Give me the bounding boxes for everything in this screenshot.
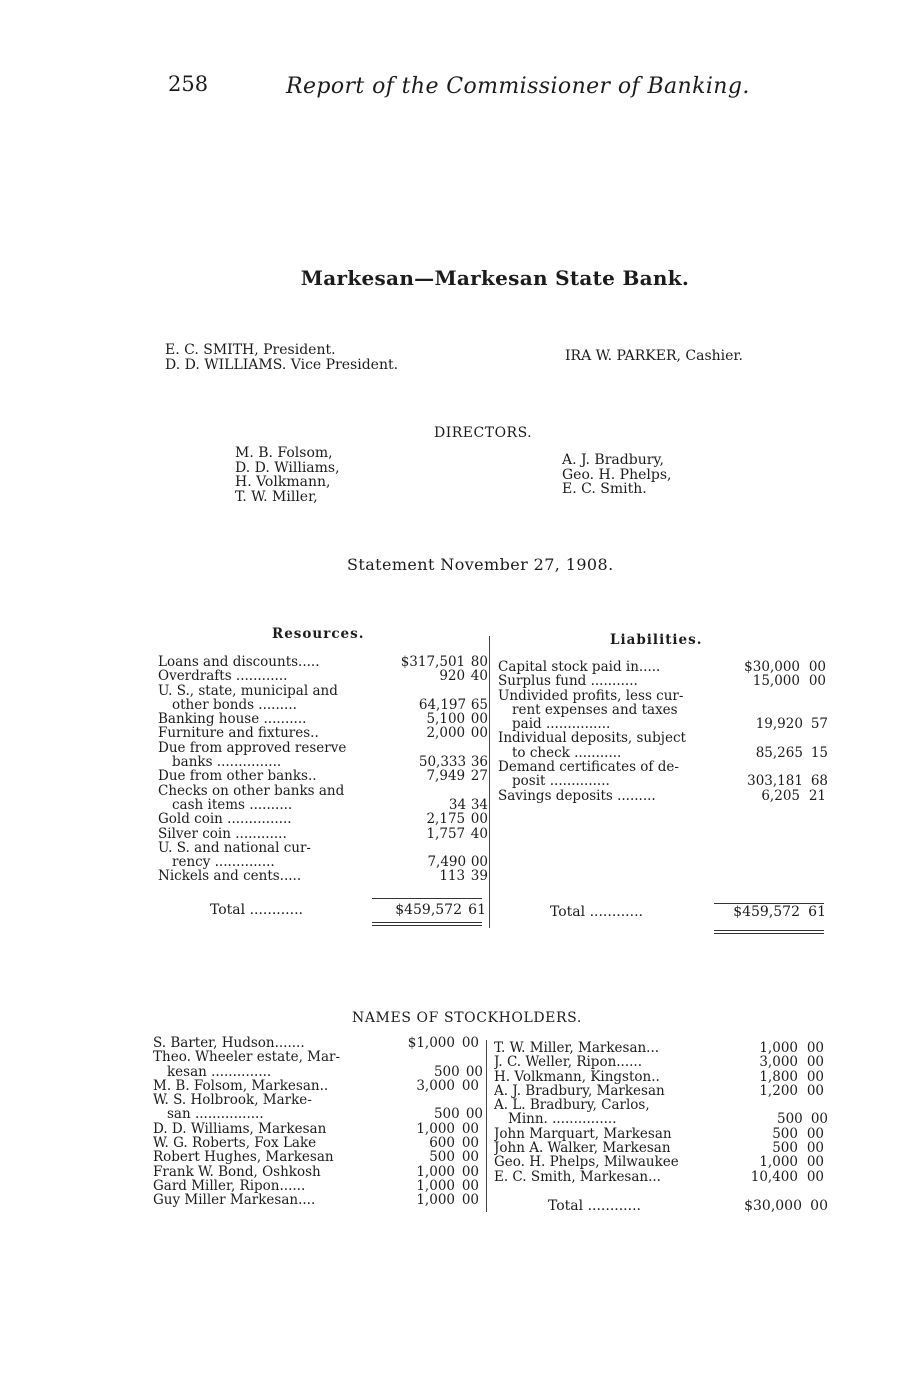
row-label: John Marquart, Markesan — [494, 1126, 672, 1142]
row-label: A. J. Bradbury, Markesan — [494, 1083, 665, 1099]
row-label: rency .............. — [172, 855, 275, 870]
row-label: E. C. Smith, Markesan... — [494, 1169, 661, 1184]
ledger-row — [158, 855, 488, 869]
row-label: Silver coin ............ — [158, 826, 287, 841]
row-cents: 00 — [461, 1163, 479, 1180]
row-label: Gold coin ............... — [158, 812, 292, 827]
row-label: Theo. Wheeler estate, Mar- — [153, 1050, 341, 1065]
bank-title: Markesan—Markesan State Bank. — [300, 266, 690, 290]
ledger-row — [158, 869, 488, 883]
ledger-row — [158, 769, 488, 783]
resources-heading: Resources. — [272, 626, 365, 642]
row-cents: 00 — [461, 1135, 479, 1152]
row-dollars: 920 — [439, 668, 466, 685]
resources-double-rule — [372, 922, 482, 923]
row-dollars: 1,000 — [759, 1040, 798, 1056]
ledger-row — [498, 717, 828, 731]
row-cents: 40 — [470, 668, 488, 685]
ledger-row — [153, 1193, 483, 1207]
row-cents: 00 — [806, 1125, 824, 1142]
stockholders-divider — [486, 1040, 487, 1212]
row-dollars: 1,000 — [759, 1154, 798, 1171]
ledger-row — [153, 1107, 483, 1121]
officer-cashier: IRA W. PARKER, Cashier. — [565, 348, 744, 364]
row-label: Due from other banks.. — [158, 769, 317, 784]
directors-heading: DIRECTORS. — [434, 425, 533, 441]
row-label: Banking house .......... — [158, 712, 307, 727]
row-label: J. C. Weller, Ripon...... — [494, 1055, 643, 1070]
ledger-row — [494, 1041, 828, 1055]
ledger-row — [153, 1050, 483, 1064]
liabilities-table — [498, 660, 828, 803]
stockholders-heading: NAMES OF STOCKHOLDERS. — [352, 1010, 582, 1026]
row-cents: 00 — [470, 854, 488, 871]
ledger-row — [494, 1084, 828, 1098]
ledger-row — [498, 731, 828, 745]
row-cents: 00 — [470, 725, 488, 742]
ledger-row — [153, 1150, 483, 1164]
row-dollars: 500 — [777, 1111, 803, 1128]
row-dollars: 1,000 — [416, 1163, 455, 1180]
row-cents: 21 — [808, 787, 826, 804]
ledger-row — [153, 1093, 483, 1107]
row-label: U. S., state, municipal and — [158, 683, 338, 698]
ledger-row — [158, 827, 488, 841]
ledger-row — [498, 774, 828, 788]
row-label: cash items .......... — [172, 797, 293, 813]
row-label: Minn. ............... — [508, 1112, 617, 1127]
row-cents: 00 — [470, 811, 488, 828]
row-cents: 00 — [461, 1077, 479, 1094]
liabilities-double-rule — [714, 930, 824, 931]
row-label: M. B. Folsom, Markesan.. — [153, 1078, 329, 1094]
row-cents: 00 — [806, 1082, 824, 1099]
running-title: Report of the Commissioner of Banking. — [286, 74, 750, 99]
ledger-row — [153, 1065, 483, 1079]
ledger-row — [494, 1127, 828, 1141]
director-name: Geo. H. Phelps, — [562, 466, 672, 483]
row-cents: 36 — [470, 754, 488, 771]
row-label: A. L. Bradbury, Carlos, — [494, 1098, 650, 1113]
row-dollars: 19,920 — [755, 716, 803, 733]
row-label: Gard Miller, Ripon...... — [153, 1178, 306, 1194]
row-label: D. D. Williams, Markesan — [153, 1121, 327, 1137]
row-cents: 00 — [808, 673, 826, 690]
director-name: E. C. Smith. — [562, 481, 647, 497]
ledger-row — [498, 760, 828, 774]
row-dollars: 34 — [448, 796, 467, 813]
row-label: John A. Walker, Markesan — [494, 1141, 671, 1156]
row-label: san ................ — [167, 1107, 264, 1122]
ledger-row — [158, 726, 488, 740]
row-label: Checks on other banks and — [158, 783, 345, 798]
row-dollars: 500 — [772, 1140, 798, 1157]
row-cents: 27 — [470, 768, 488, 785]
ledger-row — [158, 812, 488, 826]
resources-table — [158, 655, 488, 884]
row-cents: 57 — [810, 716, 828, 733]
resources-double-rule — [372, 925, 482, 926]
row-dollars: 3,000 — [759, 1054, 798, 1071]
row-dollars: 15,000 — [752, 673, 800, 690]
liabilities-heading: Liabilities. — [610, 632, 703, 648]
row-dollars: 7,490 — [427, 854, 467, 871]
ledger-row — [158, 755, 488, 769]
ledger-row — [498, 660, 828, 674]
row-label: posit .............. — [512, 774, 610, 789]
row-dollars: 2,175 — [426, 811, 466, 828]
row-cents: 00 — [810, 1111, 828, 1128]
total-label: Total ............ — [210, 903, 303, 918]
row-label: Loans and discounts..... — [158, 655, 320, 670]
row-cents: 00 — [461, 1177, 479, 1194]
row-cents: 00 — [806, 1040, 824, 1056]
row-cents: 00 — [806, 1054, 824, 1071]
row-label: H. Volkmann, Kingston.. — [494, 1069, 660, 1084]
row-cents: 00 — [808, 659, 826, 675]
ledger-row — [153, 1165, 483, 1179]
row-label: Due from approved reserve — [158, 740, 347, 756]
director-name: M. B. Folsom, — [235, 445, 333, 461]
row-label: Nickels and cents..... — [158, 869, 302, 884]
row-dollars: 1,757 — [426, 825, 466, 842]
row-dollars: 2,000 — [426, 725, 466, 742]
ledger-row — [153, 1122, 483, 1136]
row-dollars: 1,000 — [416, 1177, 455, 1194]
row-dollars: 64,197 — [418, 696, 467, 713]
ledger-row — [494, 1055, 828, 1069]
row-label: to check ........... — [512, 745, 622, 761]
officer-vice-president: D. D. WILLIAMS. Vice President. — [165, 357, 399, 373]
row-dollars: 500 — [433, 1106, 460, 1123]
row-dollars: 7,949 — [426, 768, 466, 785]
ledger-row — [498, 689, 828, 703]
ledger-row — [498, 674, 828, 688]
row-label: other bonds ......... — [172, 697, 297, 713]
directors-right — [562, 453, 671, 497]
total-cents: 61 — [808, 904, 826, 920]
row-dollars: 600 — [429, 1135, 455, 1152]
ledger-row — [153, 1036, 483, 1050]
row-cents: 00 — [461, 1192, 479, 1209]
row-dollars: 303,181 — [747, 773, 803, 790]
total-dollars: $459,572 — [395, 902, 462, 918]
row-label: rent expenses and taxes — [512, 702, 678, 718]
ledger-row — [153, 1079, 483, 1093]
row-label: U. S. and national cur- — [158, 840, 311, 856]
ledger-row — [498, 746, 828, 760]
row-cents: 00 — [461, 1120, 479, 1137]
row-label: Furniture and fixtures.. — [158, 726, 319, 741]
liabilities-double-rule — [714, 933, 824, 934]
ledger-row — [158, 669, 488, 683]
row-cents: 34 — [470, 796, 488, 813]
stockholders-total-row — [548, 1199, 828, 1213]
row-dollars: 1,200 — [759, 1082, 798, 1099]
row-cents: 00 — [461, 1035, 479, 1051]
row-label: Undivided profits, less cur- — [498, 688, 684, 703]
row-cents: 80 — [470, 654, 488, 670]
row-cents: 65 — [470, 696, 488, 713]
row-dollars: 1,800 — [759, 1068, 798, 1085]
director-name: A. J. Bradbury, — [562, 452, 664, 468]
row-dollars: 500 — [429, 1149, 455, 1166]
row-dollars: $30,000 — [744, 659, 800, 675]
row-label: Geo. H. Phelps, Milwaukee — [494, 1155, 679, 1170]
officers-left — [165, 343, 398, 373]
row-cents: 00 — [806, 1154, 824, 1171]
row-label: kesan .............. — [167, 1064, 272, 1079]
ledger-row — [498, 703, 828, 717]
row-label: T. W. Miller, Markesan... — [494, 1041, 660, 1056]
ledger-row — [494, 1170, 828, 1184]
row-cents: 00 — [461, 1149, 479, 1166]
ledger-row — [158, 841, 488, 855]
row-cents: 00 — [806, 1068, 824, 1085]
row-cents: 15 — [810, 744, 828, 761]
ledger-row — [494, 1070, 828, 1084]
page-number: 258 — [168, 72, 209, 96]
officer-president: E. C. SMITH, President. — [165, 342, 336, 358]
statement-date: Statement November 27, 1908. — [347, 555, 614, 574]
directors-left — [235, 446, 340, 504]
row-label: Individual deposits, subject — [498, 731, 686, 746]
total-cents: 61 — [468, 902, 486, 918]
row-label: Capital stock paid in..... — [498, 660, 661, 675]
ledger-row — [494, 1098, 828, 1112]
ledger-row — [494, 1155, 828, 1169]
total-dollars: $459,572 — [733, 904, 800, 920]
column-divider — [489, 636, 490, 928]
director-name: H. Volkmann, — [235, 474, 331, 490]
row-dollars: 3,000 — [416, 1077, 455, 1094]
ledger-row — [153, 1136, 483, 1150]
row-dollars: 113 — [439, 868, 466, 885]
row-label: Savings deposits ......... — [498, 788, 656, 803]
ledger-row — [158, 698, 488, 712]
row-dollars: 10,400 — [750, 1168, 798, 1185]
row-cents: 68 — [810, 773, 828, 790]
row-label: W. G. Roberts, Fox Lake — [153, 1136, 317, 1151]
ledger-row — [158, 798, 488, 812]
row-cents: 00 — [470, 711, 488, 728]
total-label: Total ............ — [548, 1199, 641, 1214]
row-cents: 00 — [806, 1140, 824, 1157]
row-label: Guy Miller Markesan.... — [153, 1193, 316, 1208]
row-label: Demand certificates of de- — [498, 760, 679, 775]
row-dollars: $317,501 — [400, 654, 466, 670]
row-dollars: 50,333 — [418, 754, 467, 771]
total-label: Total ............ — [550, 905, 643, 920]
row-dollars: 1,000 — [416, 1120, 455, 1137]
ledger-row — [153, 1179, 483, 1193]
row-label: W. S. Holbrook, Marke- — [153, 1093, 312, 1108]
row-cents: 39 — [470, 868, 488, 885]
total-dollars: $30,000 — [744, 1198, 802, 1214]
row-dollars: 500 — [433, 1063, 460, 1080]
ledger-row — [158, 741, 488, 755]
resources-total-row — [210, 903, 490, 917]
director-name: T. W. Miller, — [235, 488, 318, 505]
ledger-row — [494, 1141, 828, 1155]
ledger-row — [158, 712, 488, 726]
row-label: banks ............... — [172, 755, 282, 770]
row-label: Overdrafts ............ — [158, 669, 288, 684]
row-dollars: 6,205 — [761, 787, 800, 804]
row-cents: 40 — [470, 825, 488, 842]
ledger-row — [494, 1112, 828, 1126]
row-cents: 00 — [806, 1168, 824, 1185]
row-dollars: 5,100 — [426, 711, 466, 728]
ledger-row — [158, 684, 488, 698]
stockholders-left-table — [153, 1036, 483, 1208]
ledger-row — [158, 655, 488, 669]
row-label: Surplus fund ........... — [498, 674, 638, 689]
row-dollars: 500 — [772, 1125, 798, 1142]
resources-total-rule — [372, 898, 482, 899]
row-label: paid ............... — [512, 717, 611, 732]
row-cents: 00 — [465, 1063, 484, 1080]
ledger-row — [158, 784, 488, 798]
liabilities-total-row — [550, 905, 828, 919]
row-cents: 00 — [465, 1106, 484, 1123]
director-name: D. D. Williams, — [235, 459, 340, 476]
row-dollars: 85,265 — [755, 744, 803, 761]
row-label: Frank W. Bond, Oshkosh — [153, 1164, 321, 1179]
row-dollars: $1,000 — [407, 1035, 455, 1051]
total-cents: 00 — [810, 1198, 828, 1214]
row-label: S. Barter, Hudson....... — [153, 1036, 305, 1051]
row-label: Robert Hughes, Markesan — [153, 1150, 334, 1165]
stockholders-right-table — [494, 1041, 828, 1184]
ledger-row — [498, 789, 828, 803]
row-dollars: 1,000 — [416, 1192, 455, 1209]
